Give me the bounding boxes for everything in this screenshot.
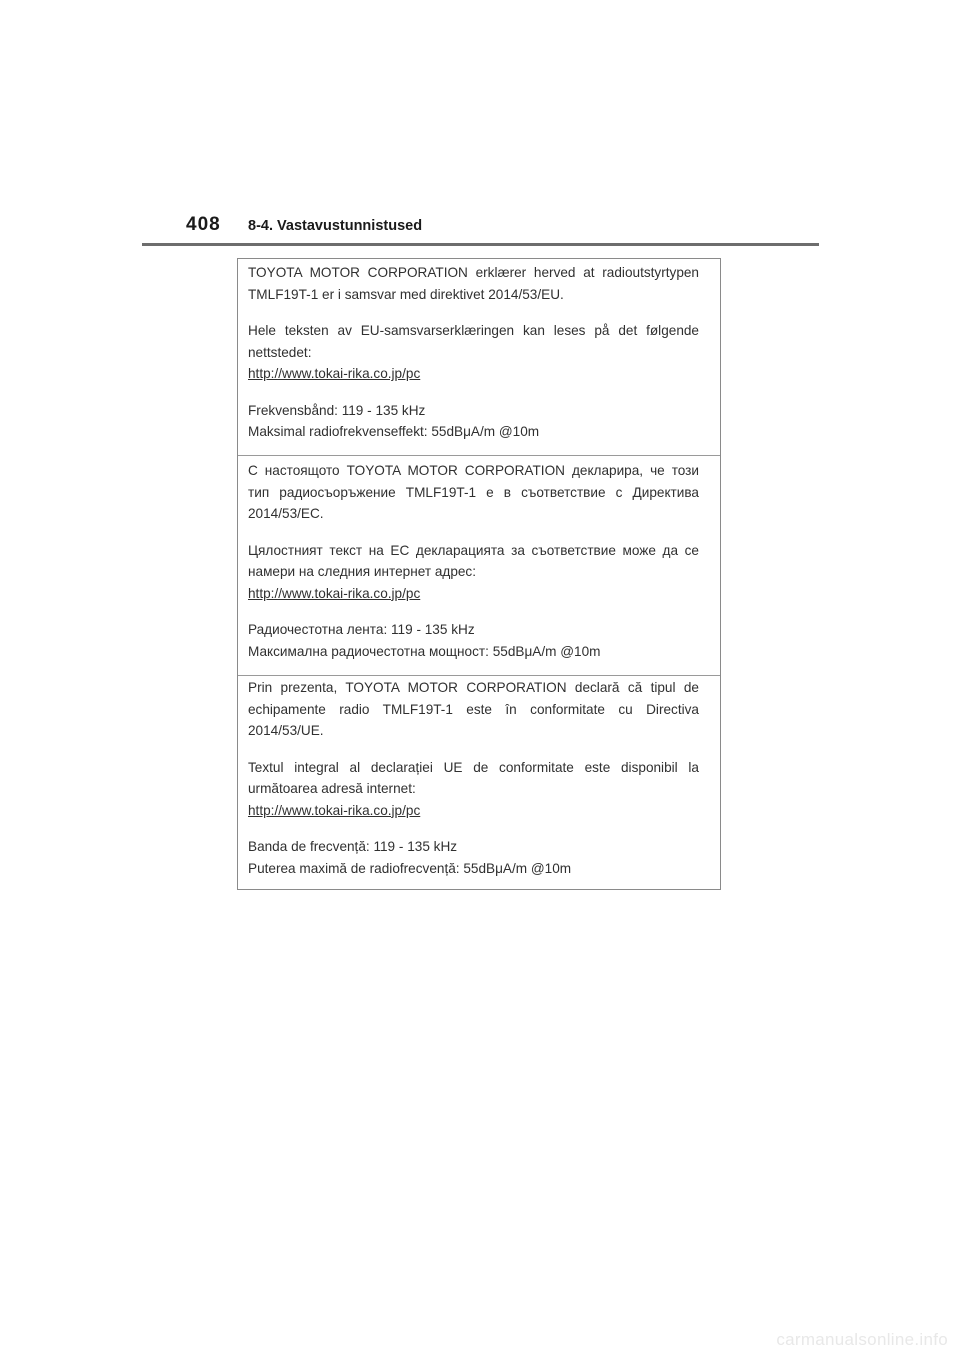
declaration-fulltext-intro: Цялостният текст на ЕС декларацията за съответствие може да се намери на следния интернет адрес: xyxy=(248,542,699,579)
block-divider xyxy=(238,675,720,676)
block-divider xyxy=(238,455,720,456)
declaration-romanian xyxy=(238,677,720,879)
max-power: Максимална радиочестотна мощност: 55dBμA/m @10m xyxy=(248,643,601,659)
declaration-fulltext-intro: Hele teksten av EU-samsvarserklæringen kan leses på det følgende nettstedet: xyxy=(248,323,699,360)
declaration-box xyxy=(237,258,721,890)
declaration-statement: TOYOTA MOTOR CORPORATION erklærer herved at radioutstyrtypen TMLF19T-1 er i samsvar med direktivet 2014/53/EU. xyxy=(248,265,699,302)
header-rule xyxy=(142,243,819,246)
max-power: Maksimal radiofrekvenseffekt: 55dBμA/m @10m xyxy=(248,424,540,439)
declaration-bulgarian xyxy=(238,460,720,662)
page-header xyxy=(0,0,960,250)
section-title: 8-4. Vastavustunnistused xyxy=(248,218,423,234)
page-number: 408 xyxy=(186,214,221,235)
frequency-band: Радиочестотна лента: 119 - 135 kHz xyxy=(248,622,475,637)
frequency-band: Banda de frecvență: 119 - 135 kHz xyxy=(248,839,458,854)
frequency-band: Frekvensbånd: 119 - 135 kHz xyxy=(248,402,426,418)
site-watermark: carmanualsonline.info xyxy=(776,1330,948,1349)
declaration-statement: Prin prezenta, TOYOTA MOTOR CORPORATION declară că tipul de echipamente radio TMLF19T-1 este în conformitate cu Directiva 2014/53/UE. xyxy=(248,680,699,738)
declaration-url-link[interactable]: http://www.tokai-rika.co.jp/pc xyxy=(248,802,421,818)
max-power: Puterea maximă de radiofrecvență: 55dBμA/m @10m xyxy=(248,860,572,876)
declaration-statement: С настоящото TOYOTA MOTOR CORPORATION декларира, че този тип радиосъоръжение TMLF19T-1 е в съответствие с Директива 2014/53/ЕС. xyxy=(248,463,699,521)
declaration-fulltext-intro: Textul integral al declarației UE de conformitate este disponibil la următoarea adresă internet: xyxy=(248,759,699,796)
declaration-norwegian xyxy=(238,262,720,443)
declaration-url-link[interactable]: http://www.tokai-rika.co.jp/pc xyxy=(248,366,421,381)
declaration-url-link[interactable]: http://www.tokai-rika.co.jp/pc xyxy=(248,585,421,601)
